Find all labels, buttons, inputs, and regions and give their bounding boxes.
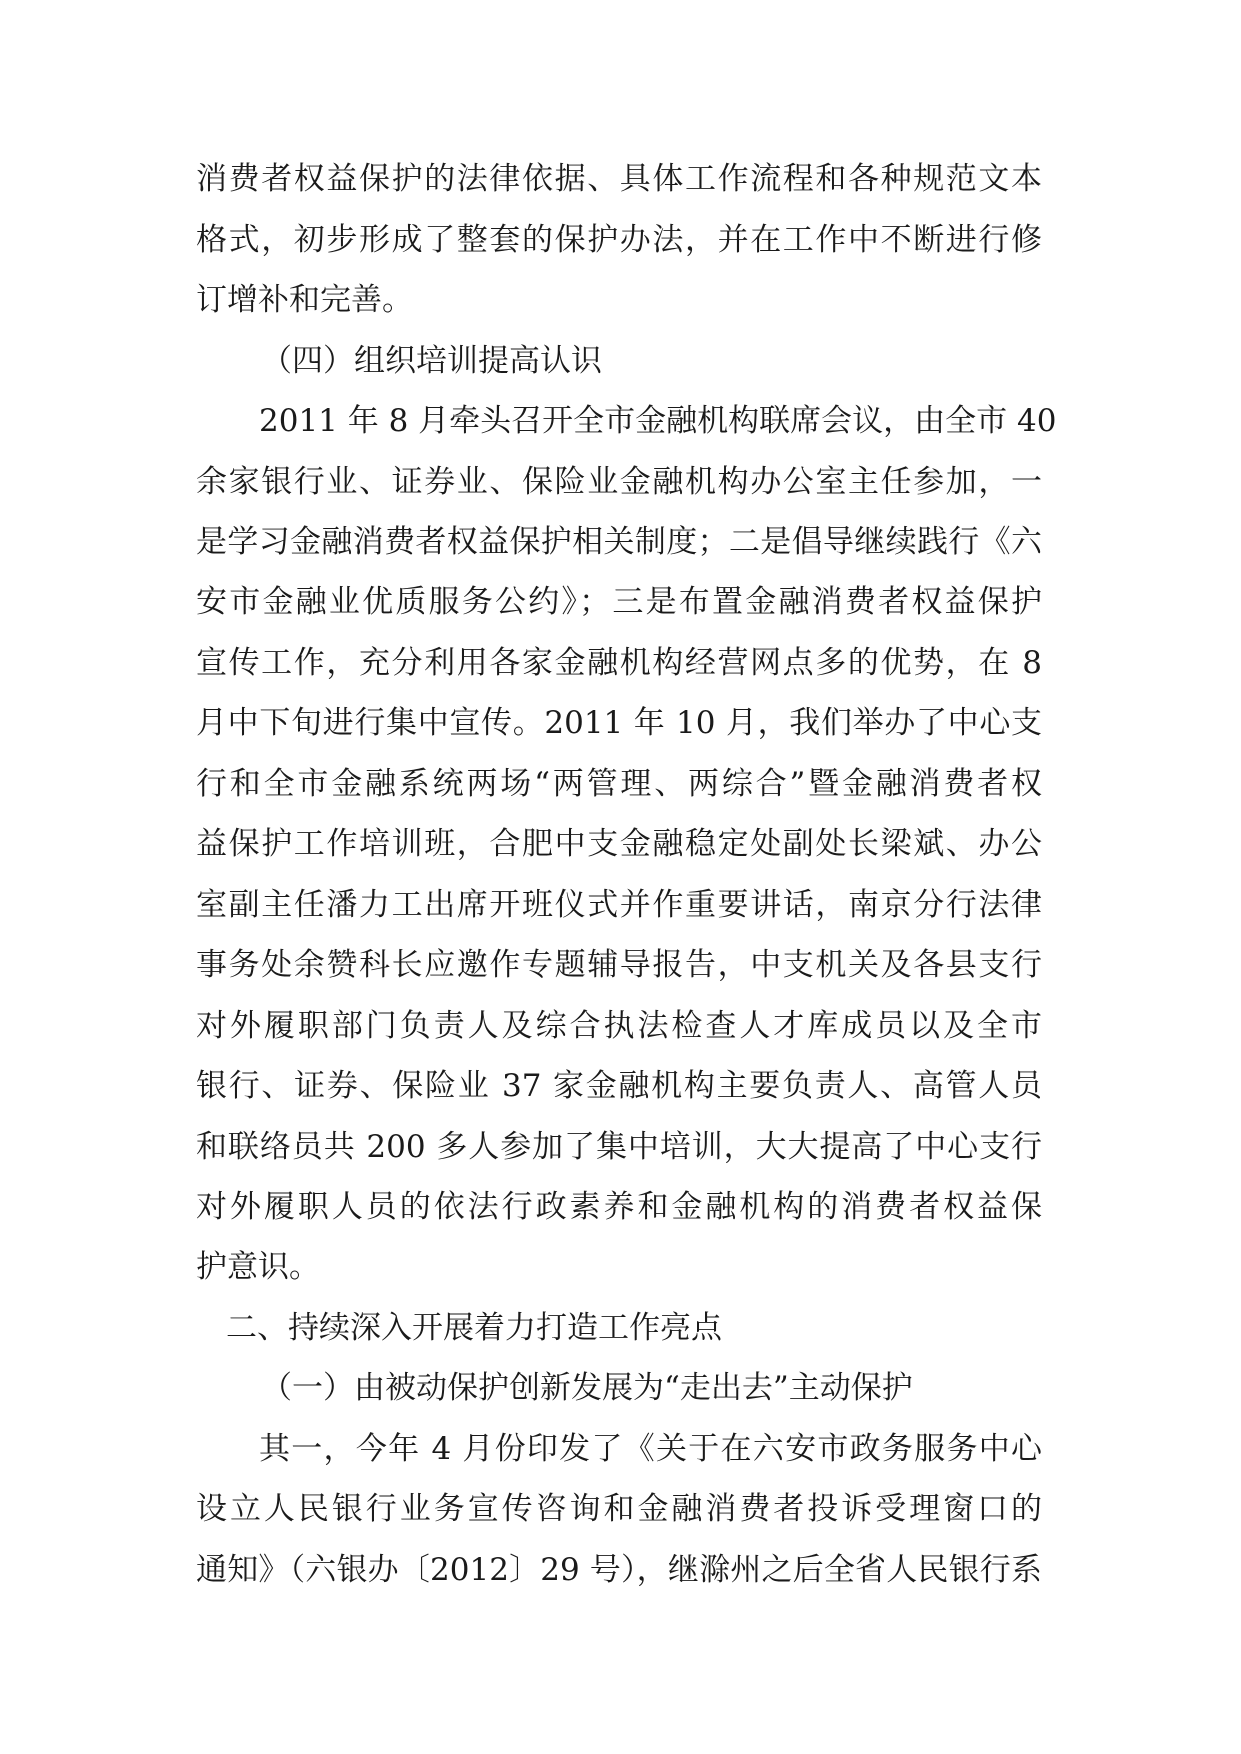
body-text-line bbox=[0, 875, 1241, 935]
line-text: 护意识。 bbox=[196, 1249, 320, 1285]
body-text-line bbox=[0, 935, 1241, 995]
line-text: 事务处余赞科长应邀作专题辅导报告，中支机关及各县支行 bbox=[196, 947, 1042, 983]
section-heading bbox=[0, 1358, 1241, 1418]
line-text: 是学习金融消费者权益保护相关制度；二是倡导继续践行《六 bbox=[196, 524, 1042, 560]
chapter-heading bbox=[0, 1298, 1241, 1358]
body-text-line bbox=[0, 693, 1241, 753]
line-text: 行和全市金融系统两场“两管理、两综合”暨金融消费者权 bbox=[196, 766, 1042, 802]
body-text-line bbox=[0, 1419, 1241, 1479]
line-text: 订增补和完善。 bbox=[196, 282, 413, 318]
line-text: 对外履职部门负责人及综合执法检查人才库成员以及全市 bbox=[196, 1008, 1042, 1044]
body-text-line bbox=[0, 210, 1241, 270]
section-heading bbox=[0, 331, 1241, 391]
line-text: 设立人民银行业务宣传咨询和金融消费者投诉受理窗口的 bbox=[196, 1491, 1042, 1527]
line-text: 月中下旬进行集中宣传。2011 年 10 月，我们举办了中心支 bbox=[196, 705, 1042, 741]
body-text-line bbox=[0, 996, 1241, 1056]
heading-text: （四）组织培训提高认识 bbox=[261, 343, 602, 379]
body-text-line bbox=[0, 814, 1241, 874]
line-text: 室副主任潘力工出席开班仪式并作重要讲话，南京分行法律 bbox=[196, 887, 1042, 923]
line-text: 对外履职人员的依法行政素养和金融机构的消费者权益保 bbox=[196, 1189, 1042, 1225]
line-text: 2011 年 8 月牵头召开全市金融机构联席会议，由全市 40 bbox=[259, 403, 1057, 439]
body-text-line bbox=[0, 149, 1241, 209]
line-text: 安市金融业优质服务公约》；三是布置金融消费者权益保护 bbox=[196, 584, 1042, 620]
line-text: 格式，初步形成了整套的保护办法，并在工作中不断进行修 bbox=[196, 222, 1042, 258]
line-text: 银行、证券、保险业 37 家金融机构主要负责人、高管人员 bbox=[196, 1068, 1042, 1104]
line-text: 其一，今年 4 月份印发了《关于在六安市政务服务中心 bbox=[259, 1431, 1042, 1467]
line-text: 宣传工作，充分利用各家金融机构经营网点多的优势，在 8 bbox=[196, 645, 1042, 681]
body-text-line bbox=[0, 452, 1241, 512]
body-text-line bbox=[0, 1056, 1241, 1116]
body-text-line bbox=[0, 754, 1241, 814]
line-text: 益保护工作培训班，合肥中支金融稳定处副处长梁斌、办公 bbox=[196, 826, 1042, 862]
body-text-line bbox=[0, 1540, 1241, 1600]
body-text-line bbox=[0, 391, 1241, 451]
body-text-line bbox=[0, 572, 1241, 632]
body-text-line bbox=[0, 1177, 1241, 1237]
body-text-line bbox=[0, 633, 1241, 693]
body-text-line bbox=[0, 270, 1241, 330]
line-text: 余家银行业、证券业、保险业金融机构办公室主任参加，一 bbox=[196, 464, 1042, 500]
line-text: 消费者权益保护的法律依据、具体工作流程和各种规范文本 bbox=[196, 161, 1042, 197]
body-text-line bbox=[0, 1237, 1241, 1297]
heading-text: （一）由被动保护创新发展为“走出去”主动保护 bbox=[261, 1370, 913, 1406]
line-text: 和联络员共 200 多人参加了集中培训，大大提高了中心支行 bbox=[196, 1129, 1042, 1165]
heading-text: 二、持续深入开展着力打造工作亮点 bbox=[226, 1310, 722, 1346]
line-text: 通知》（六银办〔2012〕29 号），继滁州之后全省人民银行系 bbox=[196, 1552, 1042, 1588]
body-text-line bbox=[0, 512, 1241, 572]
body-text-line bbox=[0, 1479, 1241, 1539]
body-text-line bbox=[0, 1117, 1241, 1177]
